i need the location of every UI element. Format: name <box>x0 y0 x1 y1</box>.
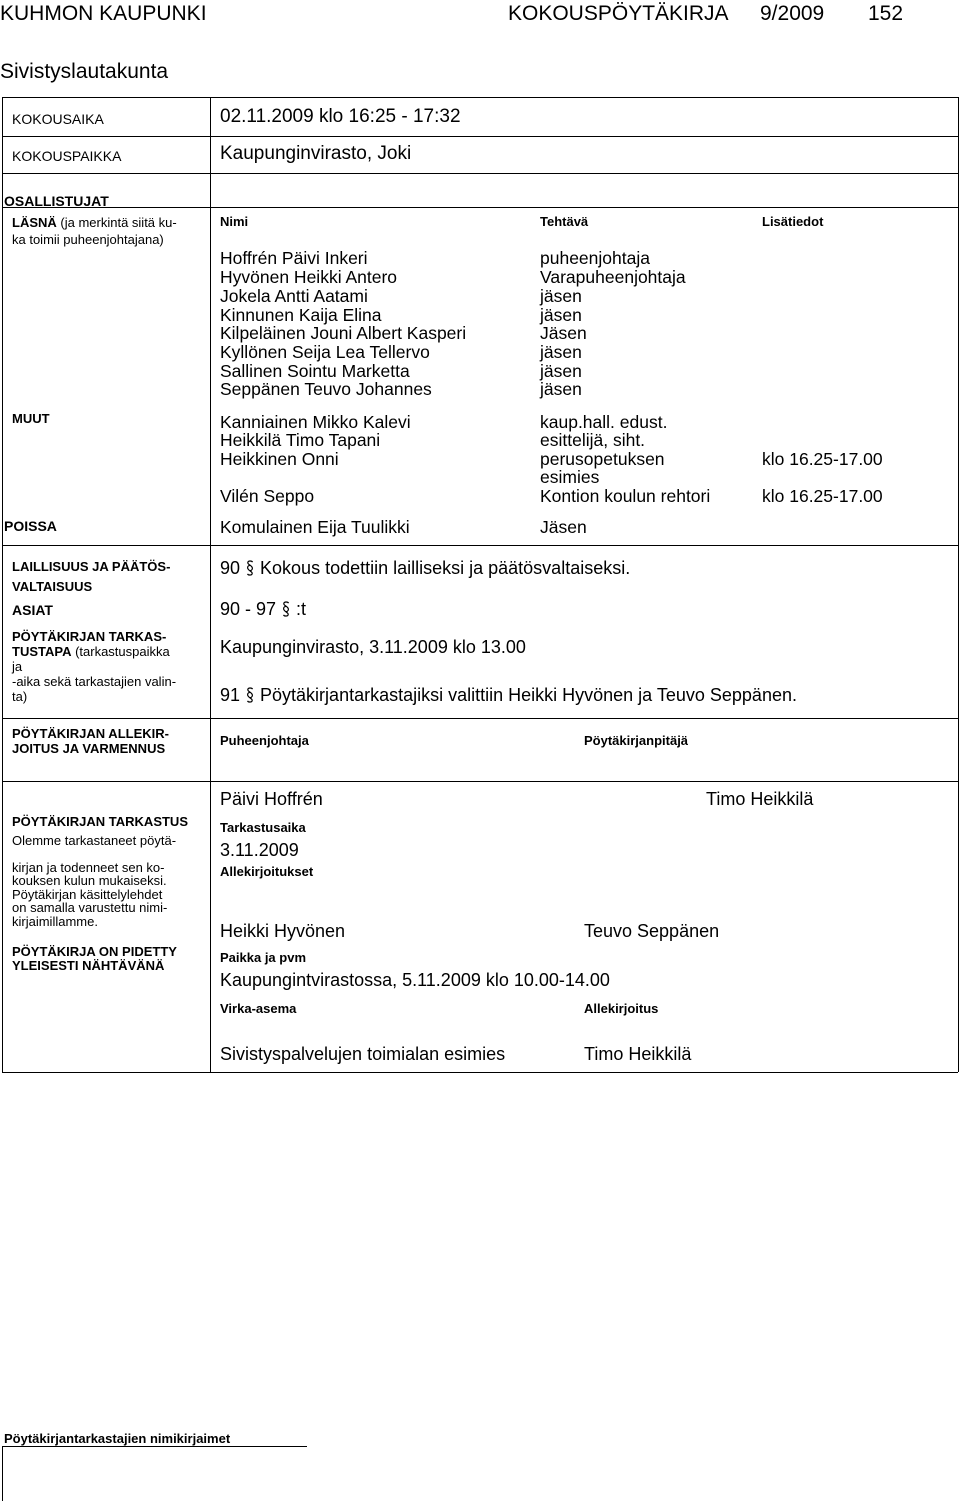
participant-name: Sallinen Sointu Marketta <box>220 361 410 381</box>
review-section-number: 91 <box>220 685 241 705</box>
absent-name: Komulainen Eija Tuulikki <box>220 517 410 537</box>
review-place-time: Kaupunginvirasto, 3.11.2009 klo 13.00 <box>220 637 526 657</box>
rule-meeting-place-lower <box>2 173 958 174</box>
column-header-extra: Lisätiedot <box>762 214 824 229</box>
review-label-line5: ta) <box>12 689 28 704</box>
signing-label-line1: PÖYTÄKIRJAN ALLEKIR- <box>12 726 169 741</box>
quorum-label-line2: VALTAISUUS <box>12 579 93 594</box>
initials-box-top <box>2 1446 307 1447</box>
page-number: 152 <box>868 2 904 25</box>
matters-range <box>220 599 306 620</box>
inspection-text-line4: Pöytäkirjan käsittelylehdet <box>12 886 163 902</box>
rule-left <box>2 97 3 1072</box>
secretary-label: Pöytäkirjanpitäjä <box>584 733 689 748</box>
participant-role: Jäsen <box>540 323 587 343</box>
other-extra: klo 16.25-17.00 <box>762 449 883 469</box>
quorum-label-line1: LAILLISUUS JA PÄÄTÖS- <box>12 559 171 574</box>
participant-role: jäsen <box>540 342 582 362</box>
participant-name: Hoffrén Päivi Inkeri <box>220 248 368 268</box>
signing-label <box>12 726 169 756</box>
participant-role: puheenjohtaja <box>540 248 650 268</box>
absent-label: POISSA <box>4 518 57 534</box>
participant-name: Hyvönen Heikki Antero <box>220 267 398 287</box>
quorum-section-number: 90 <box>220 558 241 578</box>
signing-label-line2: JOITUS JA VARMENNUS <box>12 741 166 756</box>
place-date-value: Kaupungintvirastossa, 5.11.2009 klo 10.00-14.00 <box>220 970 610 990</box>
inspection-text-line1: Olemme tarkastaneet pöytä- <box>12 833 177 848</box>
column-header-role: Tehtävä <box>540 214 589 229</box>
inspection-text-line2: kirjan ja todenneet sen ko- <box>12 859 165 875</box>
review-label-line2-rest: (tarkastuspaikka <box>71 644 170 659</box>
other-role: perusopetuksen <box>540 449 665 469</box>
rule-meeting-place-upper <box>2 136 958 137</box>
participant-role: jäsen <box>540 305 582 325</box>
matters-label: ASIAT <box>12 602 53 618</box>
present-label-rest2: ka toimii puheenjohtajana) <box>12 232 164 247</box>
public-display-label-line1: PÖYTÄKIRJA ON PIDETTY <box>12 944 177 959</box>
secretary-name: Timo Heikkilä <box>706 789 814 809</box>
other-role-line2: esimies <box>540 467 600 487</box>
meeting-place-label: KOKOUSPAIKKA <box>12 148 122 164</box>
review-label-line1: PÖYTÄKIRJAN TARKAS- <box>12 629 167 644</box>
section-sign-icon <box>246 686 254 704</box>
column-header-name: Nimi <box>220 214 249 229</box>
section-sign-icon <box>282 600 290 618</box>
other-name: Heikkinen Onni <box>220 449 339 469</box>
rule-column-divider <box>210 97 211 1072</box>
quorum-statement <box>220 558 630 579</box>
position-value: Sivistyspalvelujen toimialan esimies <box>220 1044 506 1064</box>
other-extra: klo 16.25-17.00 <box>762 486 883 506</box>
inspection-text-line6: kirjaimillamme. <box>12 913 98 929</box>
participant-name: Kilpeläinen Jouni Albert Kasperi <box>220 323 467 343</box>
rule-bottom <box>2 1072 958 1073</box>
quorum-label <box>12 557 170 597</box>
position-label: Virka-asema <box>220 1001 297 1016</box>
participant-name: Jokela Antti Aatami <box>220 286 368 306</box>
section-sign-icon <box>246 559 254 577</box>
public-display-label-line2: YLEISESTI NÄHTÄVÄNÄ <box>12 958 165 973</box>
review-label <box>12 629 176 704</box>
rule-participants <box>2 207 958 208</box>
present-label <box>12 214 177 248</box>
place-date-label: Paikka ja pvm <box>220 950 306 965</box>
inspection-time-label: Tarkastusaika <box>220 820 306 835</box>
quorum-text: Kokous todettiin lailliseksi ja päätösvaltaiseksi. <box>260 558 631 578</box>
review-statement <box>220 685 797 706</box>
participant-name: Seppänen Teuvo Johannes <box>220 379 432 399</box>
other-name: Vilén Seppo <box>220 486 315 506</box>
participant-role: jäsen <box>540 286 582 306</box>
participant-name: Kyllönen Seija Lea Tellervo <box>220 342 430 362</box>
rule-signing <box>2 718 958 719</box>
absent-role: Jäsen <box>540 517 587 537</box>
inspection-text-line3: kouksen kulun mukaiseksi. <box>12 873 167 888</box>
document-type: KOKOUSPÖYTÄKIRJA <box>508 2 729 25</box>
department-name: Sivistyslautakunta <box>0 60 169 83</box>
signatures-label: Allekirjoitukset <box>220 864 314 879</box>
participant-name: Kinnunen Kaija Elina <box>220 305 382 325</box>
initials-box-left <box>2 1446 3 1501</box>
review-label-line4: -aika sekä tarkastajien valin- <box>12 674 177 689</box>
other-name: Heikkilä Timo Tapani <box>220 430 381 450</box>
rule-quorum <box>2 545 958 546</box>
rule-top-meeting-time <box>2 97 958 98</box>
signature-label: Allekirjoitus <box>584 1001 659 1016</box>
inspection-text-line5: on samalla varustettu nimi- <box>12 900 168 915</box>
document-number: 9/2009 <box>760 2 825 25</box>
present-label-rest1: (ja merkintä siitä ku- <box>56 215 177 230</box>
other-name: Kanniainen Mikko Kalevi <box>220 412 411 432</box>
public-display-label <box>12 945 177 973</box>
inspection-text <box>12 834 176 928</box>
municipality-name: KUHMON KAUPUNKI <box>0 2 207 25</box>
participants-section-label: OSALLISTUJAT <box>4 193 109 209</box>
present-label-bold: LÄSNÄ <box>12 215 57 230</box>
matters-range-value: 90 - 97 <box>220 599 277 619</box>
chair-label: Puheenjohtaja <box>220 733 309 748</box>
other-role: esittelijä, siht. <box>540 430 646 450</box>
rule-right <box>958 97 959 1072</box>
meeting-time-label: KOKOUSAIKA <box>12 111 104 127</box>
others-label: MUUT <box>12 411 50 426</box>
participant-role: Varapuheenjohtaja <box>540 267 686 287</box>
matters-suffix: :t <box>296 599 307 619</box>
inspector-initials-label: Pöytäkirjantarkastajien nimikirjaimet <box>4 1431 231 1446</box>
participant-role: jäsen <box>540 379 582 399</box>
review-text: Pöytäkirjantarkastajiksi valittiin Heikki Hyvönen ja Teuvo Seppänen. <box>260 685 797 705</box>
other-role: Kontion koulun rehtori <box>540 486 711 506</box>
inspector-1-name: Heikki Hyvönen <box>220 921 346 941</box>
review-label-line3: ja <box>12 659 23 674</box>
chair-name: Päivi Hoffrén <box>220 789 323 809</box>
signature-value: Timo Heikkilä <box>584 1044 692 1064</box>
meeting-place-value: Kaupunginvirasto, Joki <box>220 143 412 164</box>
meeting-time-value: 02.11.2009 klo 16:25 - 17:32 <box>220 106 461 127</box>
inspection-time-value: 3.11.2009 <box>220 840 299 860</box>
participant-role: jäsen <box>540 361 582 381</box>
inspection-label: PÖYTÄKIRJAN TARKASTUS <box>12 814 188 829</box>
review-label-line2-bold: TUSTAPA <box>12 644 72 659</box>
other-role: kaup.hall. edust. <box>540 412 668 432</box>
rule-inspection <box>2 781 958 782</box>
inspector-2-name: Teuvo Seppänen <box>584 921 720 941</box>
